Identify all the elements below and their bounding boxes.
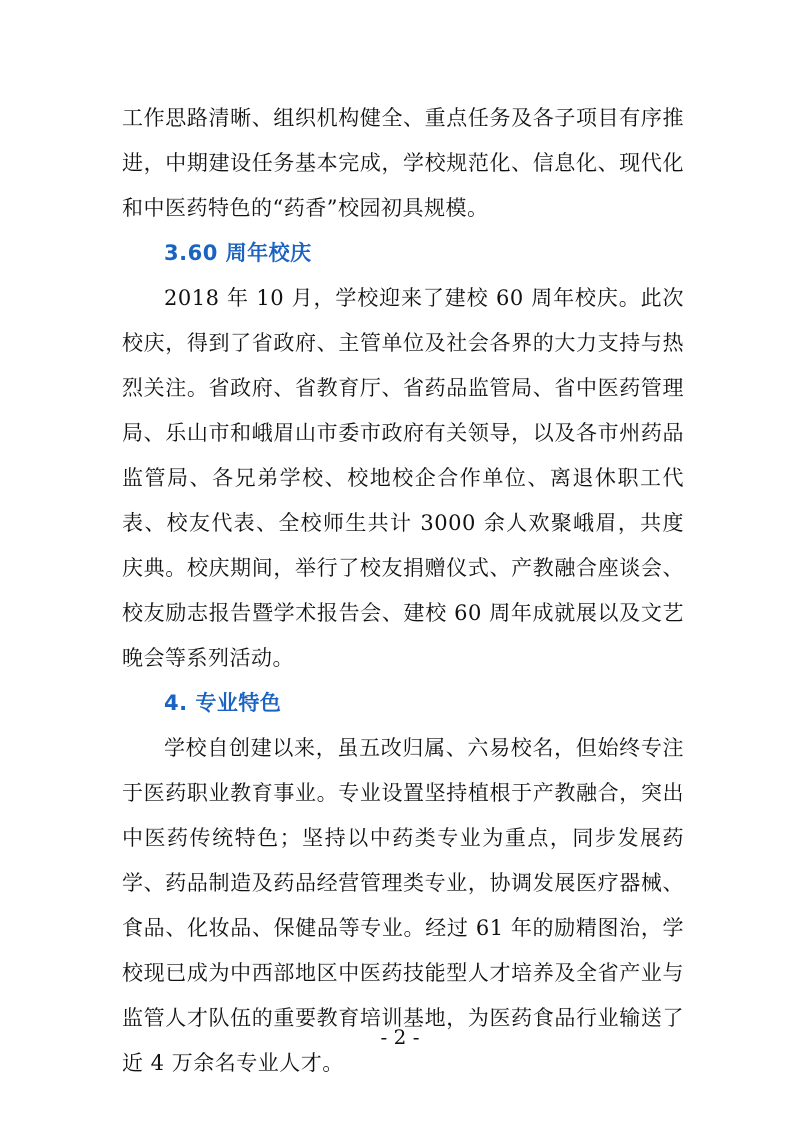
heading-specialty: 4. 专业特色 xyxy=(164,691,282,715)
document-body xyxy=(122,96,684,1086)
heading-anniversary: 3.60 周年校庆 xyxy=(164,241,312,265)
paragraph-specialty: 学校自创建以来，虽五改归属、六易校名，但始终专注于医药职业教育事业。专业设置坚持植根于产教融合，突出中医药传统特色；坚持以中药类专业为重点，同步发展药学、药品制造及药品经营管理类专业，协调发展医疗器械、食品、化妆品、保健品等专业。经过 61 年的励精图治，学校现已成为中西部地区中医药技能型人才培养及全省产业与监管人才队伍的重要教育培训基地，为医药食品行业输送了近 4 万余名专业人才。 xyxy=(122,736,684,1075)
paragraph-anniversary: 2018 年 10 月，学校迎来了建校 60 周年校庆。此次校庆，得到了省政府、主管单位及社会各界的大力支持与热烈关注。省政府、省教育厅、省药品监管局、省中医药管理局、乐山市和峨眉山市委市政府有关领导，以及各市州药品监管局、各兄弟学校、校地校企合作单位、离退休职工代表、校友代表、全校师生共计 3000 余人欢聚峨眉，共度庆典。校庆期间，举行了校友捐赠仪式、产教融合座谈会、校友励志报告暨学术报告会、建校 60 周年成就展以及文艺晚会等系列活动。 xyxy=(122,286,684,670)
page-number: - 2 - xyxy=(380,1025,420,1049)
paragraph-intro: 工作思路清晰、组织机构健全、重点任务及各子项目有序推进，中期建设任务基本完成，学校规范化、信息化、现代化和中医药特色的“药香”校园初具规模。 xyxy=(122,106,684,220)
